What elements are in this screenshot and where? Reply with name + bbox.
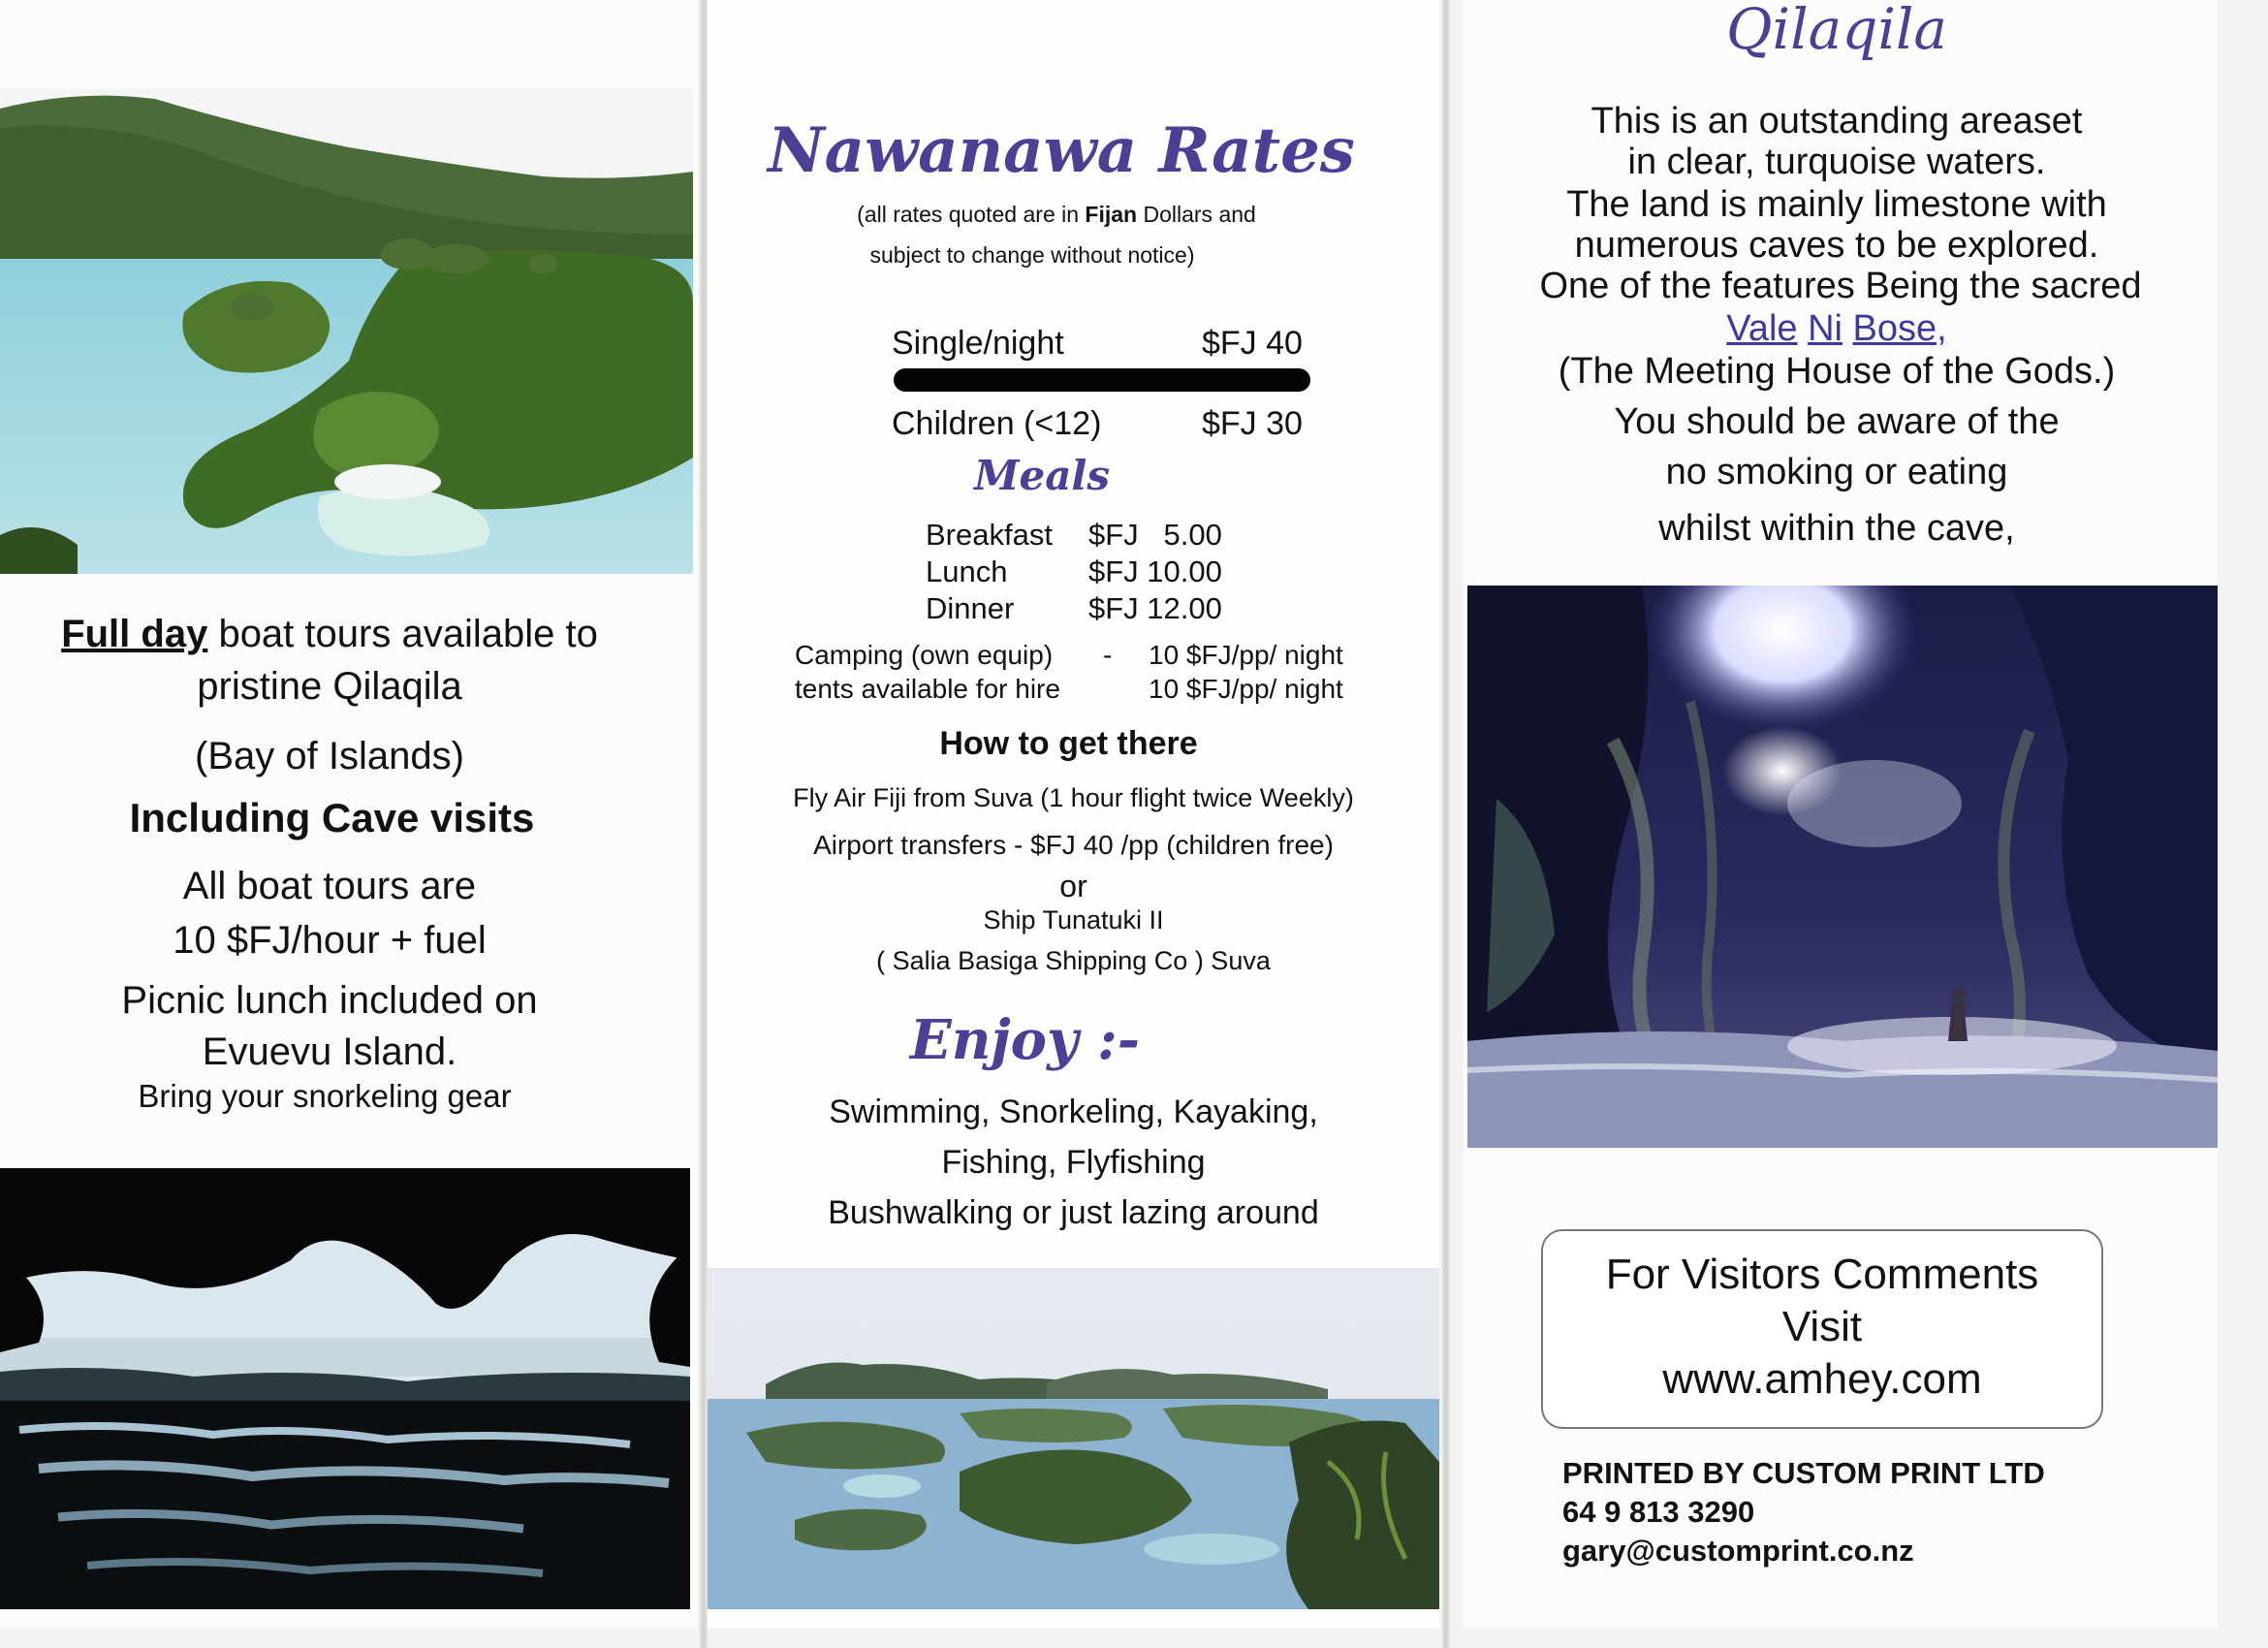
- currency-note-pre: (all rates quoted are in: [857, 202, 1086, 227]
- currency-note-bold: Fijan: [1085, 202, 1138, 227]
- rate-label-children: Children (<12): [892, 405, 1102, 442]
- printer-email-link[interactable]: gary@customprint.co.nz: [1562, 1534, 1914, 1568]
- evuevu-text: Evuevu Island.: [202, 1030, 457, 1073]
- rate-price-single: $FJ 40: [1202, 325, 1303, 362]
- fold-line-1: [700, 0, 708, 1648]
- fly-air-fiji-text: Fly Air Fiji from Suva (1 hour flight twice Weekly): [793, 783, 1354, 812]
- camping-price: 10 $FJ/pp/ night: [1149, 640, 1343, 670]
- enjoy-line-3: Bushwalking or just lazing around: [828, 1194, 1319, 1231]
- meal-label-lunch: Lunch: [926, 555, 1008, 588]
- enjoy-line-1: Swimming, Snorkeling, Kayaking,: [829, 1093, 1318, 1130]
- ni-word: Ni: [1808, 308, 1843, 349]
- camping-dash: -: [1103, 640, 1113, 670]
- vale-ni-bose-link[interactable]: [1464, 308, 2210, 350]
- ship-name-text: Ship Tunatuki II: [983, 905, 1164, 935]
- vale-word: Vale: [1726, 308, 1798, 349]
- full-day-underlined: Full day: [61, 613, 208, 655]
- desc-line-2: in clear, turquoise waters.: [1627, 142, 2046, 182]
- meal-price-dinner: $FJ 12.00: [1088, 591, 1222, 625]
- meeting-house-text: (The Meeting House of the Gods.): [1558, 351, 2116, 392]
- right-panel: [1464, 0, 2218, 1629]
- currency-note-line2: subject to change without notice): [869, 242, 1195, 268]
- meal-price-breakfast: $FJ 5.00: [1088, 518, 1222, 552]
- bose-word: Bose,: [1852, 308, 1947, 349]
- tours-rest-text: boat tours available to: [207, 613, 598, 655]
- printer-phone: 64 9 813 3290: [1562, 1495, 1755, 1529]
- pristine-text: pristine Qilaqila: [197, 665, 462, 708]
- currency-note-post: Dollars and: [1137, 202, 1256, 227]
- tours-intro: [0, 609, 659, 659]
- meal-price-lunch: $FJ 10.00: [1088, 555, 1222, 588]
- cave-visits-heading: Including Cave visits: [129, 795, 535, 840]
- cave-mouth-photo: [0, 1168, 690, 1609]
- enjoy-heading: Enjoy :-: [910, 1008, 1140, 1072]
- bay-text: (Bay of Islands): [195, 735, 464, 777]
- meal-label-dinner: Dinner: [926, 591, 1015, 625]
- airport-transfers-text: Airport transfers - $FJ 40 /pp (children free): [813, 830, 1334, 860]
- left-panel: [0, 0, 698, 1629]
- qilaqila-title: Qilaqila: [1725, 0, 1948, 62]
- printed-by-text: PRINTED BY CUSTOM PRINT LTD: [1562, 1456, 2045, 1490]
- snorkel-gear-text: Bring your snorkeling gear: [138, 1078, 512, 1114]
- comments-line-2: Visit: [1781, 1303, 1863, 1350]
- boat-rate-text: 10 $FJ/hour + fuel: [173, 919, 487, 962]
- desc-line-5: One of the features Being the sacred: [1539, 266, 2142, 306]
- islands-aerial-photo: [708, 1268, 1439, 1609]
- bay-of-islands-photo: [0, 89, 693, 574]
- whilst-text: whilst within the cave,: [1658, 508, 2015, 549]
- visitors-comments-box: [1541, 1229, 2103, 1429]
- cave-interior-photo: [1467, 586, 2218, 1148]
- fold-line-2: [1442, 0, 1450, 1648]
- currency-note: [708, 202, 1405, 228]
- shipping-co-text: ( Salia Basiga Shipping Co ) Suva: [876, 946, 1271, 975]
- rate-label-single: Single/night: [892, 325, 1064, 362]
- nawanawa-rates-title: Nawanawa Rates: [768, 114, 1355, 187]
- desc-line-3: The land is mainly limestone with: [1566, 184, 2107, 225]
- middle-panel: [708, 0, 1439, 1629]
- enjoy-line-2: Fishing, Flyfishing: [941, 1144, 1206, 1181]
- tents-label: tents available for hire: [795, 674, 1060, 704]
- or-text: or: [1059, 869, 1087, 903]
- rate-price-children: $FJ 30: [1202, 405, 1303, 442]
- camping-label: Camping (own equip): [795, 640, 1054, 670]
- no-smoking-text: no smoking or eating: [1665, 452, 2008, 492]
- comments-line-1: For Visitors Comments: [1605, 1251, 2039, 1298]
- all-boat-text: All boat tours are: [182, 865, 477, 907]
- redaction-bar: [894, 368, 1310, 392]
- visitors-url-link[interactable]: www.amhey.com: [1662, 1355, 1982, 1403]
- how-to-get-there-heading: How to get there: [939, 725, 1198, 762]
- tents-price: 10 $FJ/pp/ night: [1149, 674, 1343, 704]
- picnic-text: Picnic lunch included on: [121, 979, 538, 1022]
- desc-line-4: numerous caves to be explored.: [1574, 225, 2099, 266]
- meals-heading: Meals: [973, 452, 1111, 499]
- desc-line-1: This is an outstanding areaset: [1591, 101, 2083, 142]
- meal-label-breakfast: Breakfast: [926, 518, 1053, 552]
- aware-text: You should be aware of the: [1614, 401, 2060, 442]
